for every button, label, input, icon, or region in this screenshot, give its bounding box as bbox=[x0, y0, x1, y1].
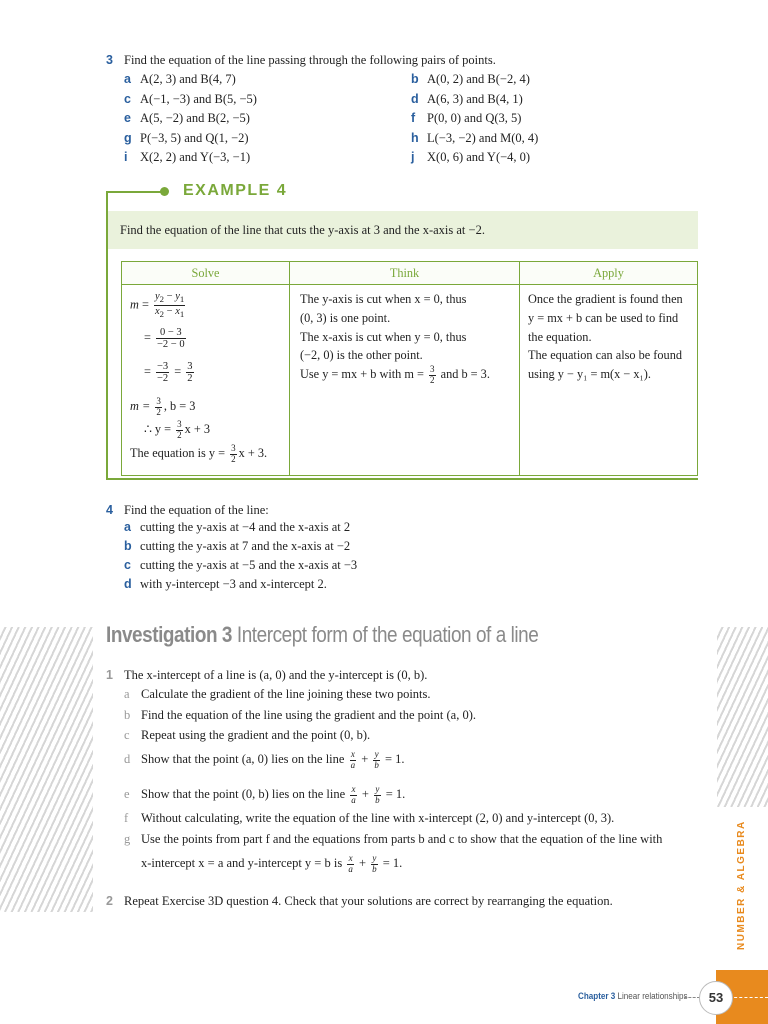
inv-q1-text: The x-intercept of a line is (a, 0) and the y-intercept is (0, b). bbox=[124, 668, 428, 682]
apply-line-5: using y − y₁ = m(x − x₁). bbox=[528, 367, 651, 382]
solve-think-apply-table bbox=[121, 261, 698, 476]
q3-part-a: a A(2, 3) and B(4, 7) bbox=[124, 72, 236, 86]
footer-chapter-text bbox=[578, 991, 688, 1002]
example-question: Find the equation of the line that cuts the y-axis at 3 and the x-axis at −2. bbox=[120, 223, 485, 237]
q3-number: 3 bbox=[106, 53, 113, 67]
q3-part-j: j X(0, 6) and Y(−4, 0) bbox=[411, 150, 531, 164]
inv-part-d: d Show that the point (a, 0) lies on the line $\frac{x}{a}$ + $\frac{y}{b}$ = 1. bbox=[124, 749, 405, 770]
think-line-3: The x-axis is cut when y = 0, thus bbox=[300, 329, 467, 344]
q3-part-c: c A(−1, −3) and B(5, −5) bbox=[124, 92, 257, 106]
investigation-title: Intercept form of the equation of a line bbox=[236, 622, 539, 647]
q4-part-c: c cutting the y-axis at −5 and the x-axis at −3 bbox=[124, 558, 358, 572]
q3-instruction: Find the equation of the line passing through the following pairs of points. bbox=[124, 53, 496, 67]
q3-part-i: i X(2, 2) and Y(−3, −1) bbox=[124, 150, 251, 164]
solve-line-1: m = $\frac{y_2 - y_1}{x_2 - x_1}$ bbox=[130, 291, 185, 320]
inv-part-b: b Find the equation of the line using the gradient and the point (a, 0). bbox=[124, 708, 476, 722]
apply-line-3: the equation. bbox=[528, 329, 592, 344]
solve-line-2: = $\frac{0 - 3}{-2 - 0}$ bbox=[144, 327, 185, 350]
q3-part-d: d A(6, 3) and B(4, 1) bbox=[411, 92, 523, 106]
footer-chapter: Chapter 3 bbox=[578, 991, 616, 1002]
inv-q2-text: Repeat Exercise 3D question 4. Check that your solutions are correct by rearranging the equation. bbox=[124, 894, 613, 908]
think-line-4: (−2, 0) is the other point. bbox=[300, 348, 423, 363]
example-bottom-rule bbox=[106, 478, 698, 480]
investigation-heading bbox=[106, 622, 538, 648]
side-section-label: NUMBER & ALGEBRA bbox=[736, 820, 747, 950]
example-header-dot bbox=[160, 187, 169, 196]
inv-part-a: a Calculate the gradient of the line joining these two points. bbox=[124, 687, 431, 701]
example-header-rule bbox=[106, 191, 165, 193]
apply-line-1: Once the gradient is found then bbox=[528, 292, 683, 306]
apply-cell bbox=[520, 285, 698, 476]
solve-line-3: = $\frac{-3}{-2}$ = $\frac{3}{2}$ bbox=[144, 361, 193, 384]
q4-part-a: a cutting the y-axis at −4 and the x-axis at 2 bbox=[124, 520, 351, 534]
inv-q1-number: 1 bbox=[106, 668, 113, 682]
think-cell bbox=[290, 285, 520, 476]
right-stripe-decoration bbox=[717, 627, 768, 807]
solve-line-6: The equation is y = $\frac{3}{2}$ x + 3. bbox=[130, 443, 268, 464]
example-title: EXAMPLE 4 bbox=[183, 182, 288, 199]
header-solve: Solve bbox=[122, 262, 290, 285]
solve-cell bbox=[122, 285, 290, 476]
think-line-2: (0, 3) is one point. bbox=[300, 310, 391, 325]
q3-part-g: g P(−3, 5) and Q(1, −2) bbox=[124, 131, 249, 145]
apply-line-2: y = mx + b can be used to find bbox=[528, 310, 679, 325]
footer-chapter-title: Linear relationships bbox=[617, 991, 688, 1002]
q4-part-d: d with y-intercept −3 and x-intercept 2. bbox=[124, 577, 327, 591]
q4-instruction: Find the equation of the line: bbox=[124, 503, 269, 517]
q3-part-h: h L(−3, −2) and M(0, 4) bbox=[411, 131, 539, 145]
solve-line-5: ∴ y = $\frac{3}{2}$ x + 3 bbox=[144, 419, 211, 440]
header-apply: Apply bbox=[520, 262, 698, 285]
q4-number: 4 bbox=[106, 503, 113, 517]
inv-q2-number: 2 bbox=[106, 894, 113, 908]
footer-dash-left bbox=[684, 997, 700, 998]
q3-part-e: e A(5, −2) and B(2, −5) bbox=[124, 111, 250, 125]
footer-dash-right bbox=[729, 997, 768, 998]
solve-line-4: m = $\frac{3}{2}$ , b = 3 bbox=[130, 396, 196, 417]
q4-part-b: b cutting the y-axis at 7 and the x-axis at −2 bbox=[124, 539, 351, 553]
q3-part-b: b A(0, 2) and B(−2, 4) bbox=[411, 72, 530, 86]
inv-part-e: e Show that the point (0, b) lies on the line $\frac{x}{a}$ + $\frac{y}{b}$ = 1. bbox=[124, 784, 406, 805]
page-number: 53 bbox=[699, 981, 733, 1015]
investigation-label: Investigation 3 bbox=[106, 622, 233, 647]
header-think: Think bbox=[290, 262, 520, 285]
think-line-1: The y-axis is cut when x = 0, thus bbox=[300, 292, 467, 306]
inv-part-c: c Repeat using the gradient and the point (0, b). bbox=[124, 728, 371, 742]
inv-part-g-line-2: x-intercept x = a and y-intercept y = b is $\frac{x}{a}$ + $\frac{y}{b}$ = 1. bbox=[141, 853, 403, 874]
inv-part-f: f Without calculating, write the equation of the line with x-intercept (2, 0) and y-intercept (0, 3). bbox=[124, 811, 615, 825]
q3-part-f: f P(0, 0) and Q(3, 5) bbox=[411, 111, 522, 125]
apply-line-4: The equation can also be found bbox=[528, 348, 682, 363]
think-line-5: Use y = mx + b with m = $\frac{3}{2}$ and b = 3. bbox=[300, 364, 490, 385]
inv-part-g: g Use the points from part f and the equations from parts b and c to show that the equation of the line with bbox=[124, 832, 663, 846]
left-stripe-decoration bbox=[0, 627, 93, 912]
